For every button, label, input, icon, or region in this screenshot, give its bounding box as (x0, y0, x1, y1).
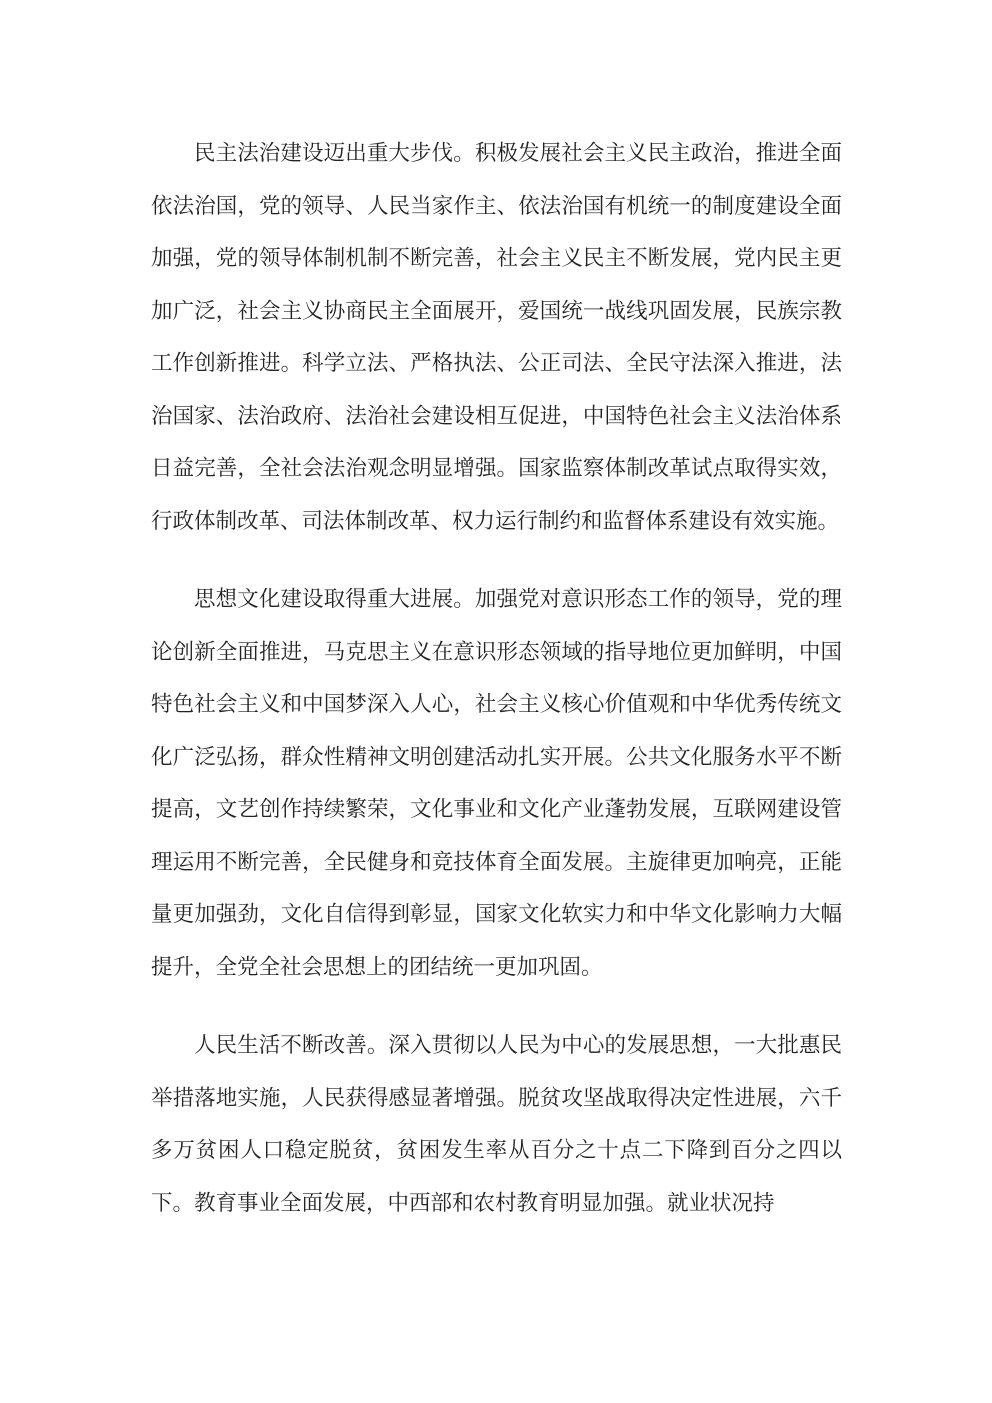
document-body (151, 128, 842, 1230)
paragraph-democracy-rule-of-law: 民主法治建设迈出重大步伐。积极发展社会主义民主政治，推进全面依法治国，党的领导、人民当家作主、依法治国有机统一的制度建设全面加强，党的领导体制机制不断完善，社会主义民主不断发展，党内民主更加广泛，社会主义协商民主全面展开，爱国统一战线巩固发展，民族宗教工作创新推进。科学立法、严格执法、公正司法、全民守法深入推进，法治国家、法治政府、法治社会建设相互促进，中国特色社会主义法治体系日益完善，全社会法治观念明显增强。国家监察体制改革试点取得实效，行政体制改革、司法体制改革、权力运行制约和监督体系建设有效实施。 (151, 141, 842, 534)
paragraph-ideology-culture: 思想文化建设取得重大进展。加强党对意识形态工作的领导，党的理论创新全面推进，马克思主义在意识形态领域的指导地位更加鲜明，中国特色社会主义和中国梦深入人心，社会主义核心价值观和中华优秀传统文化广泛弘扬，群众性精神文明创建活动扎实开展。公共文化服务水平不断提高，文艺创作持续繁荣，文化事业和文化产业蓬勃发展，互联网建设管理运用不断完善，全民健身和竞技体育全面发展。主旋律更加响亮，正能量更加强劲，文化自信得到彰显，国家文化软实力和中华文化影响力大幅提升，全党全社会思想上的团结统一更加巩固。 (151, 587, 842, 980)
paragraph-people-livelihood: 人民生活不断改善。深入贯彻以人民为中心的发展思想，一大批惠民举措落地实施，人民获得感显著增强。脱贫攻坚战取得决定性进展，六千多万贫困人口稳定脱贫，贫困发生率从百分之十点二下降到百分之四以下。教育事业全面发展，中西部和农村教育明显加强。就业状况持 (151, 1033, 842, 1216)
